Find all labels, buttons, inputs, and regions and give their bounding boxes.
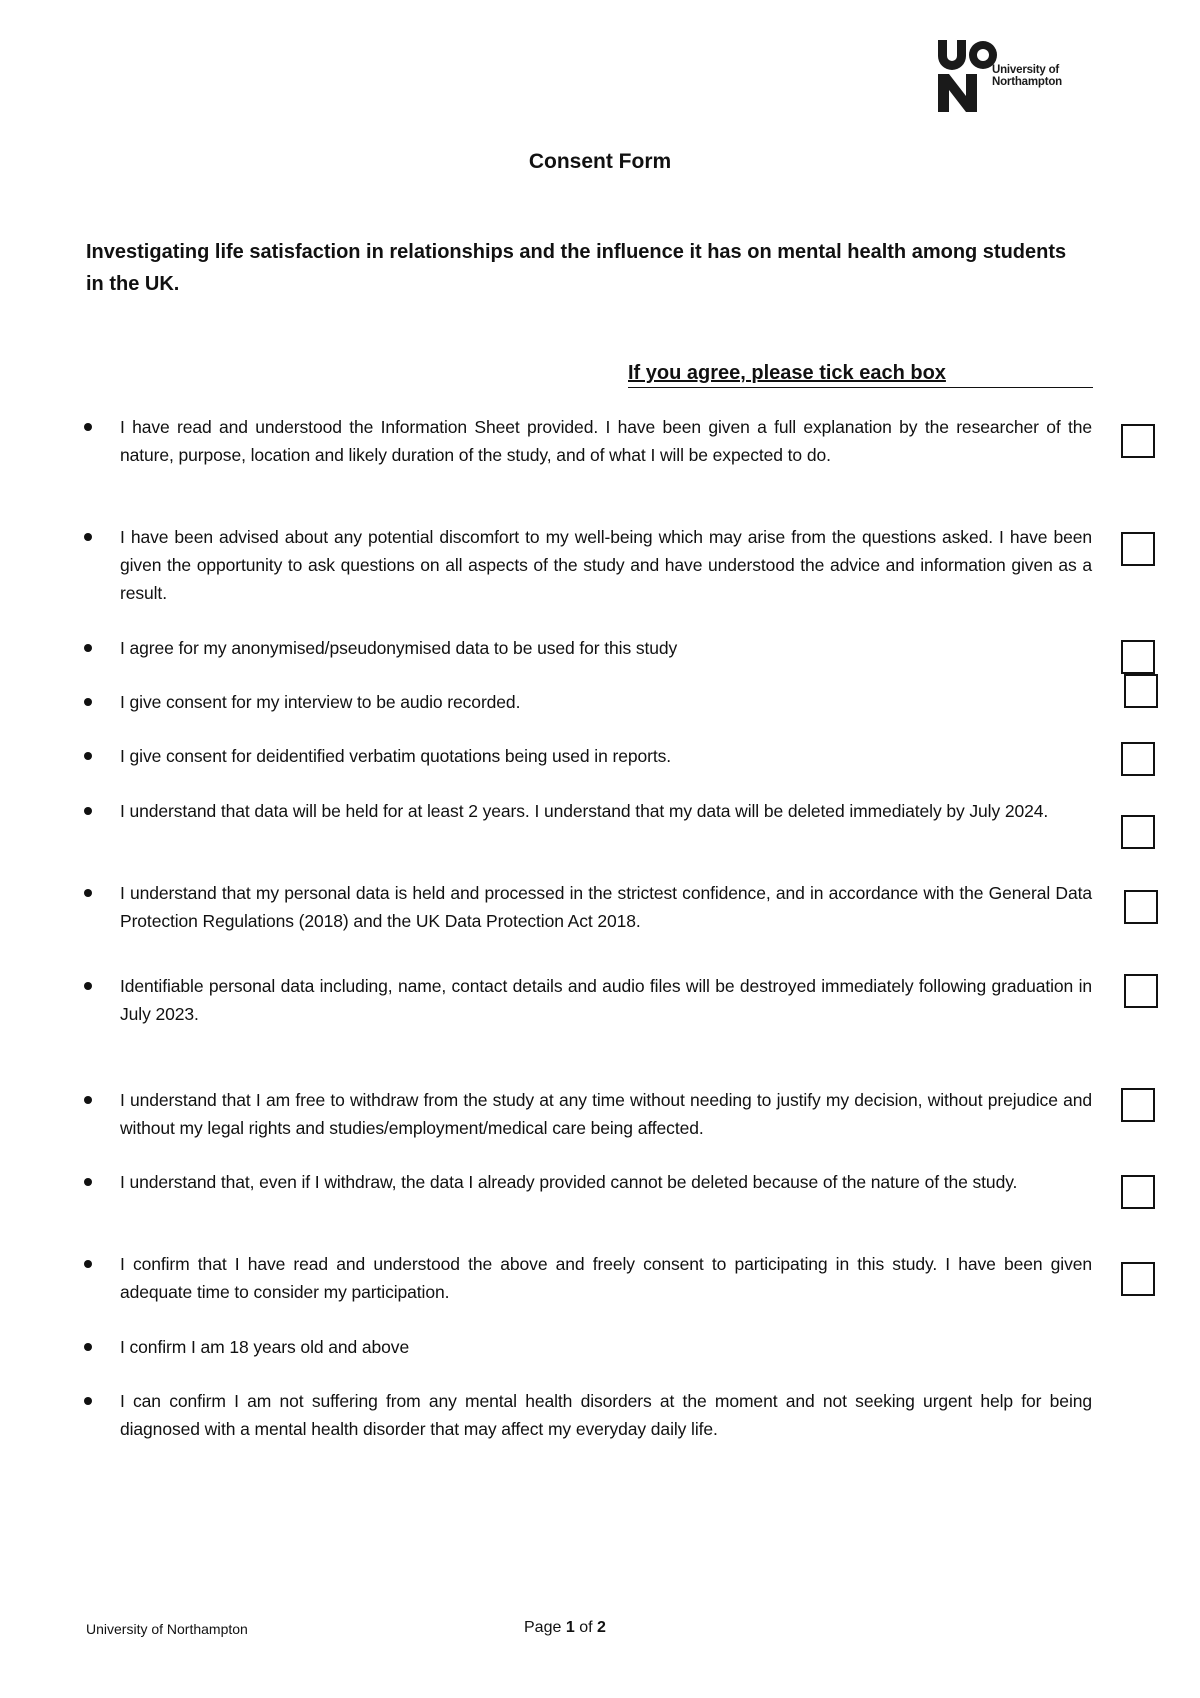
bullet-icon [84, 1343, 92, 1351]
consent-checkbox-7[interactable] [1124, 890, 1158, 924]
consent-statement-11: I confirm that I have read and understood the above and freely consent to participating in this study. I have been given adequate time to consider my participation. [120, 1254, 1092, 1302]
bullet-icon [84, 423, 92, 431]
consent-checkbox-8[interactable] [1124, 974, 1158, 1008]
consent-checkbox-11[interactable] [1121, 1262, 1155, 1296]
page-number: Page 1 of 2 [524, 1619, 606, 1636]
consent-statement-3: I agree for my anonymised/pseudonymised data to be used for this study [120, 638, 678, 658]
consent-statement-5: I give consent for deidentified verbatim quotations being used in reports. [120, 746, 671, 766]
bullet-icon [84, 982, 92, 990]
bullet-icon [84, 1397, 92, 1405]
consent-checkbox-2[interactable] [1121, 532, 1155, 566]
consent-statement-12: I confirm I am 18 years old and above [120, 1337, 410, 1357]
logo-wordmark: University of Northampton [992, 64, 1062, 88]
consent-checkbox-9[interactable] [1121, 1088, 1155, 1122]
consent-statement-8: Identifiable personal data including, name, contact details and audio files will be destroyed immediately following graduation in July 2023. [120, 976, 1092, 1024]
tick-instruction: If you agree, please tick each box [628, 362, 1093, 388]
bullet-icon [84, 752, 92, 760]
document-title: Consent Form [528, 150, 672, 173]
bullet-icon [84, 889, 92, 897]
consent-statement-1: I have read and understood the Information Sheet provided. I have been given a full explanation by the researcher of the nature, purpose, location and likely duration of the study, and of what I will be expected to do. [120, 417, 1092, 465]
study-title: Investigating life satisfaction in relationships and the influence it has on mental health among students in the UK. [86, 241, 1067, 295]
bullet-icon [84, 644, 92, 652]
bullet-icon [84, 698, 92, 706]
consent-statement-4: I give consent for my interview to be audio recorded. [120, 692, 521, 712]
consent-statement-7: I understand that my personal data is held and processed in the strictest confidence, and in accordance with the General Data Protection Regulations (2018) and the UK Data Protection Act 2018. [120, 883, 1092, 931]
consent-statement-2: I have been advised about any potential discomfort to my well-being which may arise from the questions asked. I have been given the opportunity to ask questions on all aspects of the study and have understood the advice and information given as a result. [120, 527, 1092, 603]
footer-institution: University of Northampton [86, 1621, 248, 1637]
consent-statement-9: I understand that I am free to withdraw from the study at any time without needing to justify my decision, without prejudice and without my legal rights and studies/employment/medical care being affected. [120, 1090, 1092, 1138]
consent-checkbox-3[interactable] [1121, 640, 1155, 674]
consent-checkbox-5[interactable] [1121, 742, 1155, 776]
bullet-icon [84, 1178, 92, 1186]
consent-checkbox-10[interactable] [1121, 1175, 1155, 1209]
consent-statement-6: I understand that data will be held for at least 2 years. I understand that my data will be deleted immediately by July 2024. [120, 801, 1049, 821]
bullet-icon [84, 1260, 92, 1268]
bullet-icon [84, 533, 92, 541]
consent-statement-13: I can confirm I am not suffering from any mental health disorders at the moment and not seeking urgent help for being diagnosed with a mental health disorder that may affect my everyday daily life. [120, 1391, 1092, 1439]
consent-checkbox-1[interactable] [1121, 424, 1155, 458]
consent-statement-10: I understand that, even if I withdraw, the data I already provided cannot be deleted because of the nature of the study. [120, 1172, 1018, 1192]
consent-checkbox-6[interactable] [1121, 815, 1155, 849]
bullet-icon [84, 807, 92, 815]
consent-checkbox-4[interactable] [1124, 674, 1158, 708]
bullet-icon [84, 1096, 92, 1104]
